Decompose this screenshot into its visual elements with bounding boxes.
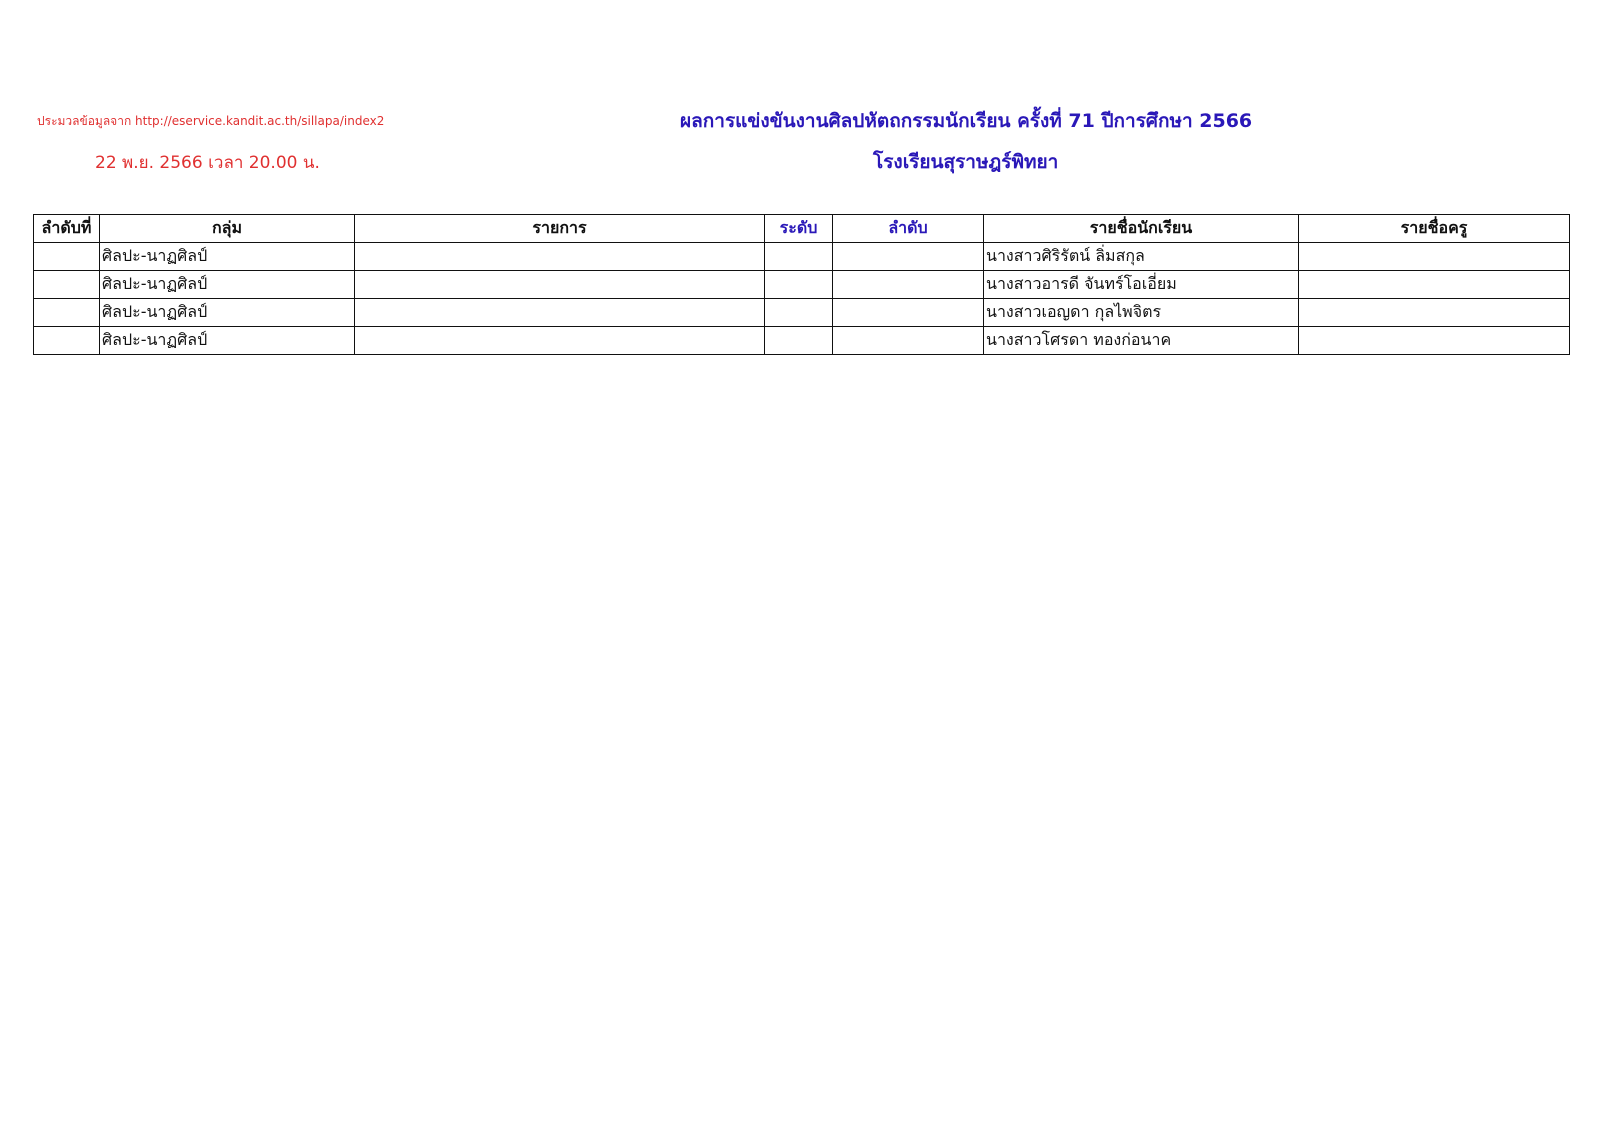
cell-teacher (1299, 271, 1570, 299)
source-note: ประมวลข้อมูลจาก http://eservice.kandit.ac.th/sillapa/index2 (37, 114, 385, 128)
cell-no (34, 299, 100, 327)
column-header-level: ระดับ (765, 215, 833, 243)
cell-item (355, 327, 765, 355)
cell-group: ศิลปะ-นาฏศิลป์ (100, 327, 355, 355)
cell-no (34, 243, 100, 271)
cell-group: ศิลปะ-นาฏศิลป์ (100, 299, 355, 327)
cell-level (765, 327, 833, 355)
cell-rank (833, 243, 984, 271)
cell-no (34, 327, 100, 355)
cell-item (355, 243, 765, 271)
cell-no (34, 271, 100, 299)
table-row (34, 327, 1570, 355)
cell-item (355, 299, 765, 327)
column-header-teacher: รายชื่อครู (1299, 215, 1570, 243)
cell-level (765, 243, 833, 271)
column-header-item: รายการ (355, 215, 765, 243)
cell-teacher (1299, 243, 1570, 271)
cell-group: ศิลปะ-นาฏศิลป์ (100, 243, 355, 271)
cell-student: นางสาวศิริรัตน์ ลิ่มสกุล (984, 243, 1299, 271)
cell-level (765, 271, 833, 299)
column-header-group: กลุ่ม (100, 215, 355, 243)
cell-teacher (1299, 327, 1570, 355)
column-header-student: รายชื่อนักเรียน (984, 215, 1299, 243)
school-name: โรงเรียนสุราษฎร์พิทยา (873, 151, 1059, 173)
column-header-rank: ลำดับ (833, 215, 984, 243)
table-row (34, 243, 1570, 271)
cell-level (765, 299, 833, 327)
cell-rank (833, 271, 984, 299)
cell-student: นางสาวอารดี จันทร์โอเอี่ยม (984, 271, 1299, 299)
cell-group: ศิลปะ-นาฏศิลป์ (100, 271, 355, 299)
cell-student: นางสาวเอญดา กุลไพจิตร (984, 299, 1299, 327)
results-table (33, 214, 1570, 355)
report-timestamp: 22 พ.ย. 2566 เวลา 20.00 น. (95, 153, 320, 173)
column-header-no: ลำดับที่ (34, 215, 100, 243)
cell-rank (833, 299, 984, 327)
page-title: ผลการแข่งขันงานศิลปหัตถกรรมนักเรียน ครั้งที่ 71 ปีการศึกษา 2566 (680, 110, 1253, 132)
cell-rank (833, 327, 984, 355)
cell-teacher (1299, 299, 1570, 327)
table-row (34, 299, 1570, 327)
cell-student: นางสาวโศรดา ทองก่อนาค (984, 327, 1299, 355)
table-header-row (34, 215, 1570, 243)
cell-item (355, 271, 765, 299)
table-row (34, 271, 1570, 299)
